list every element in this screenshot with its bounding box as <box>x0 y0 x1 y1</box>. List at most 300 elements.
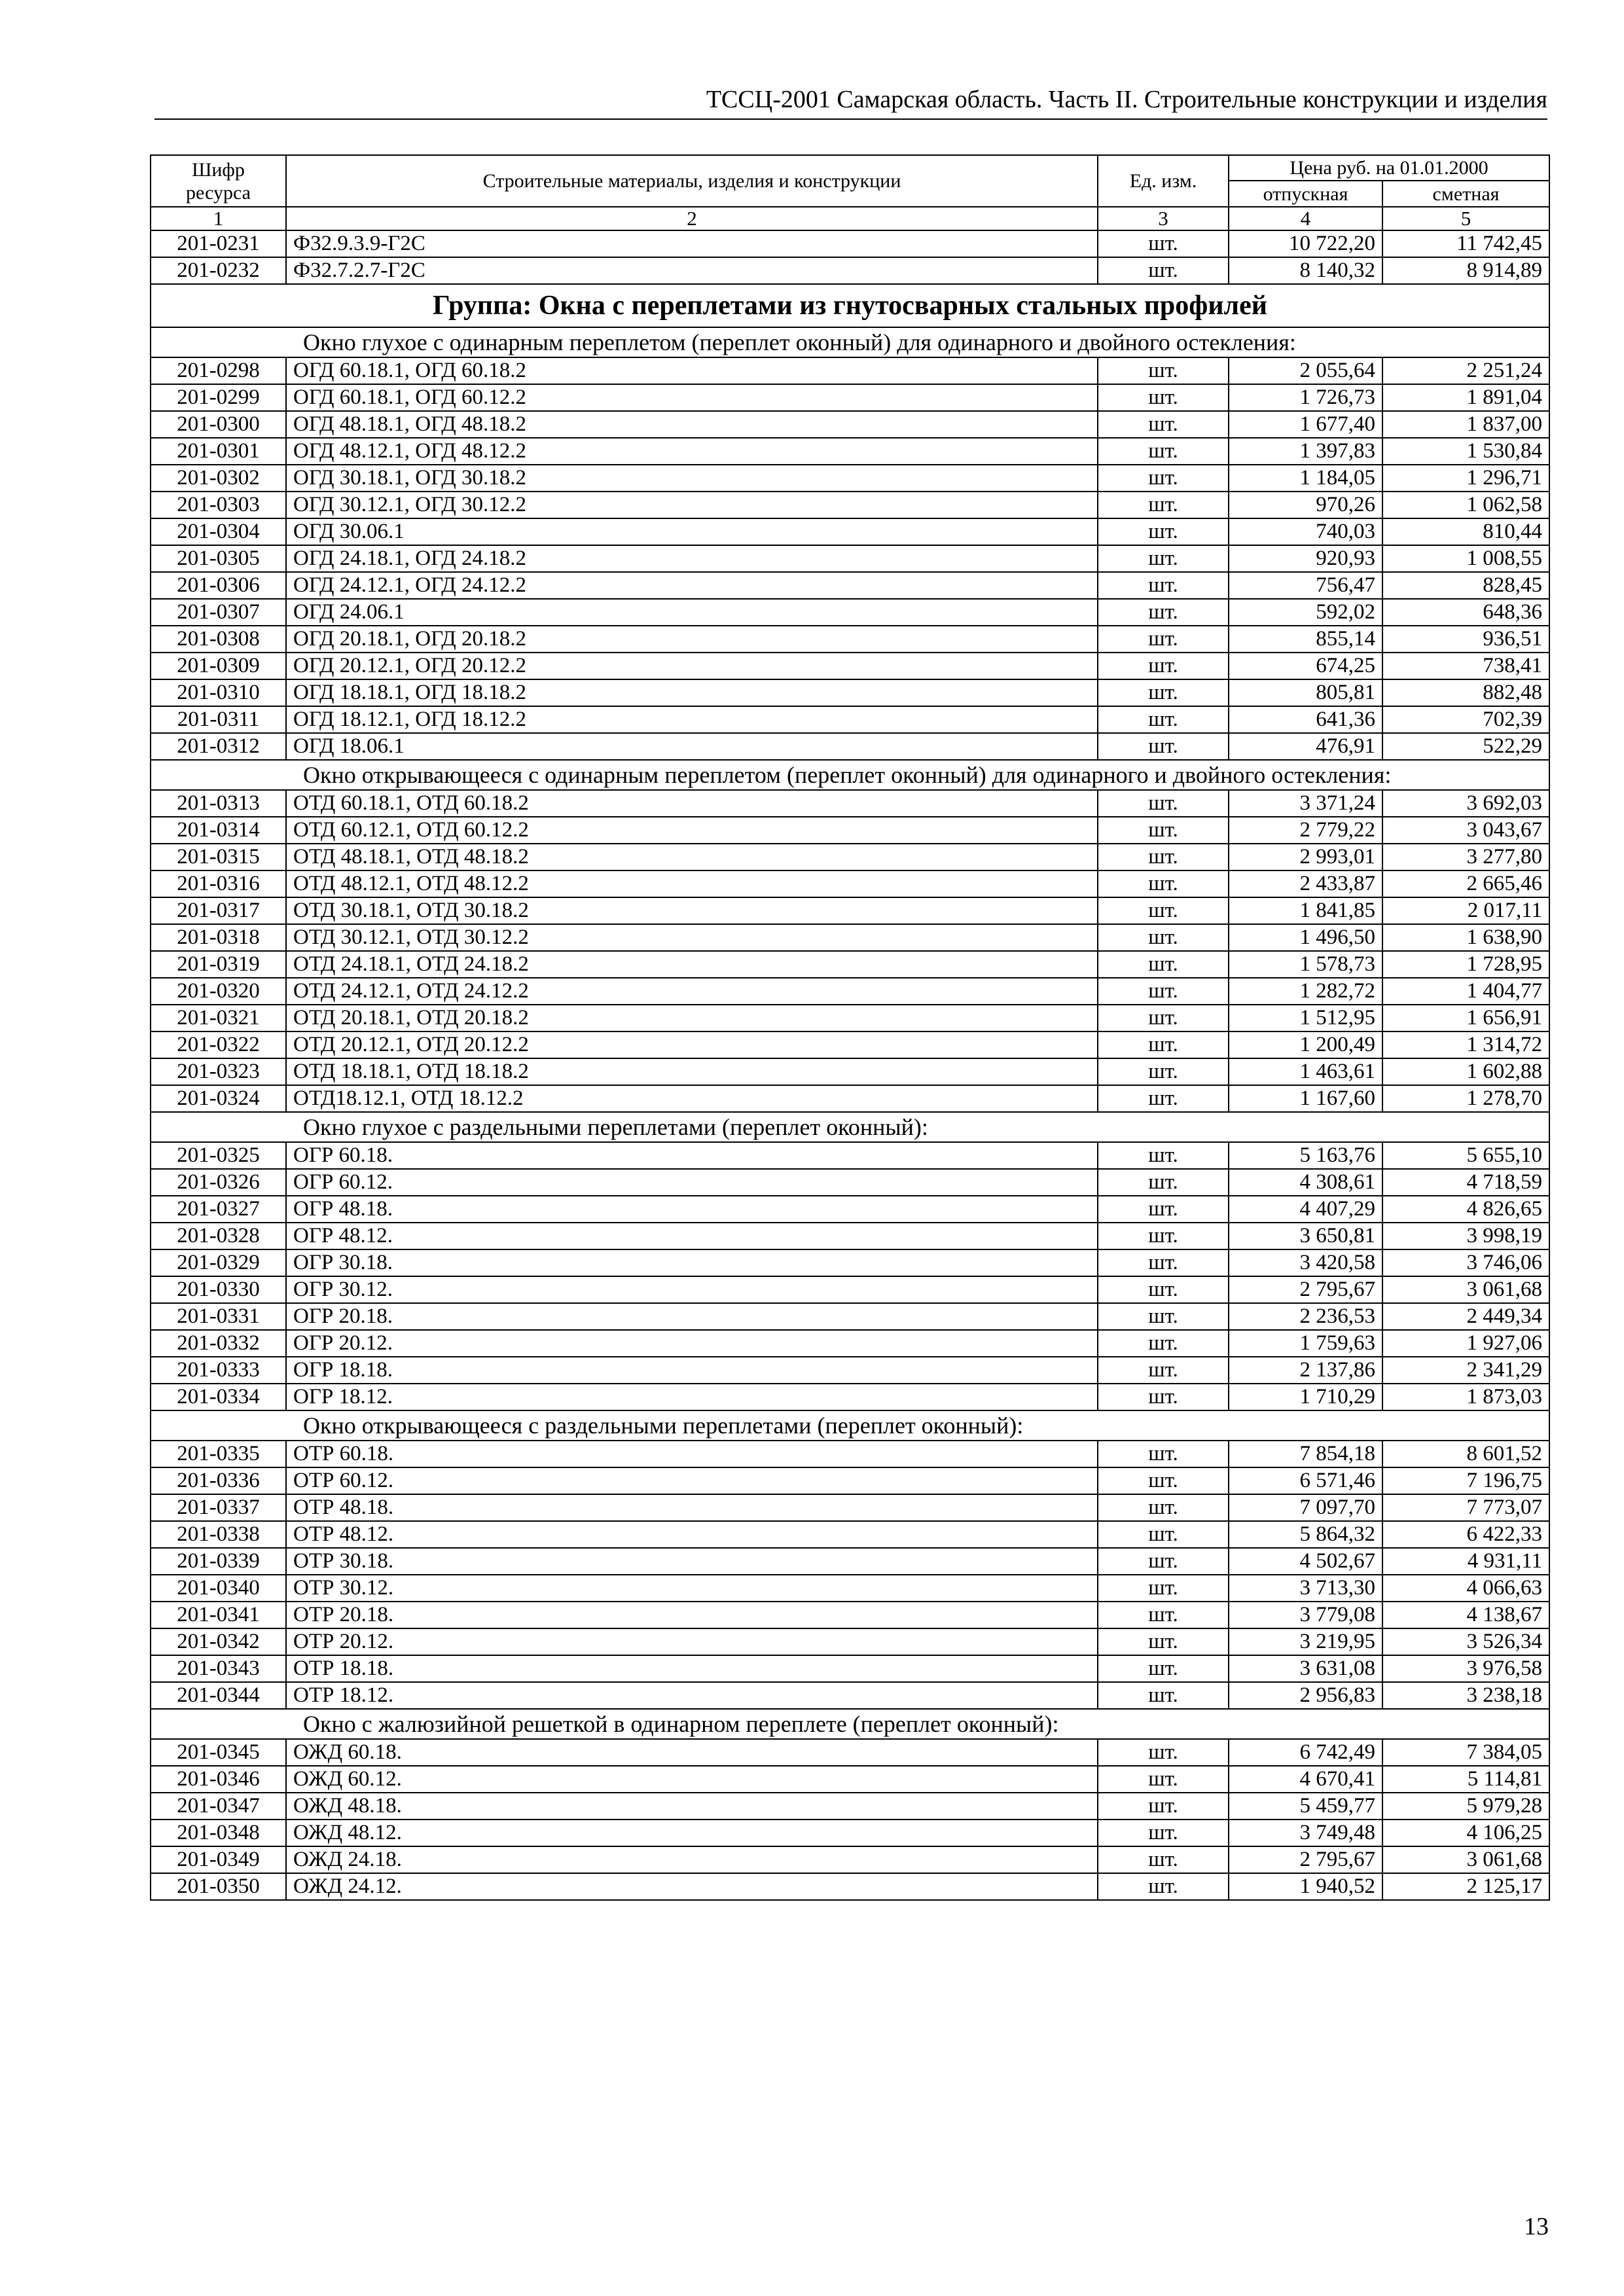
unit: шт. <box>1098 1467 1229 1494</box>
item-name: ОТД 18.18.1, ОТД 18.18.2 <box>286 1058 1098 1085</box>
release-price: 1 397,83 <box>1229 438 1382 465</box>
unit: шт. <box>1098 357 1229 384</box>
table-row <box>151 817 1549 844</box>
unit: шт. <box>1098 1005 1229 1031</box>
unit: шт. <box>1098 518 1229 545</box>
estimate-price: 8 601,52 <box>1382 1441 1549 1467</box>
table-row <box>151 1005 1549 1031</box>
estimate-price: 1 062,58 <box>1382 492 1549 518</box>
item-name: ОТД 30.12.1, ОТД 30.12.2 <box>286 924 1098 951</box>
table-row <box>151 1655 1549 1682</box>
release-price: 2 795,67 <box>1229 1846 1382 1873</box>
item-name: Ф32.7.2.7-Г2С <box>286 257 1098 284</box>
unit: шт. <box>1098 978 1229 1005</box>
table-row <box>151 1303 1549 1330</box>
table-row <box>151 870 1549 897</box>
estimate-price: 4 718,59 <box>1382 1169 1549 1196</box>
col-header-estimate-price: сметная <box>1382 181 1549 207</box>
resource-code: 201-0304 <box>151 518 286 545</box>
resource-code: 201-0337 <box>151 1494 286 1521</box>
estimate-price: 4 138,67 <box>1382 1602 1549 1628</box>
item-name: ОЖД 60.18. <box>286 1739 1098 1766</box>
item-name: ОГД 24.12.1, ОГД 24.12.2 <box>286 572 1098 599</box>
resource-code: 201-0344 <box>151 1682 286 1709</box>
estimate-price: 648,36 <box>1382 599 1549 626</box>
release-price: 2 055,64 <box>1229 357 1382 384</box>
unit: шт. <box>1098 411 1229 438</box>
col-number: 3 <box>1098 207 1229 230</box>
unit: шт. <box>1098 1303 1229 1330</box>
resource-code: 201-0348 <box>151 1820 286 1846</box>
release-price: 1 282,72 <box>1229 978 1382 1005</box>
resource-code: 201-0335 <box>151 1441 286 1467</box>
estimate-price: 7 196,75 <box>1382 1467 1549 1494</box>
resource-code: 201-0307 <box>151 599 286 626</box>
release-price: 1 496,50 <box>1229 924 1382 951</box>
unit: шт. <box>1098 1793 1229 1820</box>
group-title-row <box>151 284 1549 327</box>
resource-code: 201-0321 <box>151 1005 286 1031</box>
estimate-price: 1 314,72 <box>1382 1031 1549 1058</box>
item-name: ОГД 30.18.1, ОГД 30.18.2 <box>286 465 1098 492</box>
release-price: 1 940,52 <box>1229 1873 1382 1900</box>
estimate-price: 6 422,33 <box>1382 1521 1549 1548</box>
estimate-price: 3 043,67 <box>1382 817 1549 844</box>
item-name: ОГР 48.12. <box>286 1223 1098 1249</box>
table-row <box>151 1820 1549 1846</box>
unit: шт. <box>1098 844 1229 870</box>
release-price: 920,93 <box>1229 545 1382 572</box>
estimate-price: 3 061,68 <box>1382 1846 1549 1873</box>
unit: шт. <box>1098 572 1229 599</box>
unit: шт. <box>1098 1548 1229 1575</box>
resource-code: 201-0328 <box>151 1223 286 1249</box>
release-price: 5 163,76 <box>1229 1142 1382 1169</box>
item-name: ОЖД 24.18. <box>286 1846 1098 1873</box>
resource-code: 201-0306 <box>151 572 286 599</box>
estimate-price: 936,51 <box>1382 626 1549 653</box>
resource-code: 201-0331 <box>151 1303 286 1330</box>
table-row <box>151 492 1549 518</box>
release-price: 3 631,08 <box>1229 1655 1382 1682</box>
item-name: Ф32.9.3.9-Г2С <box>286 230 1098 257</box>
item-name: ОТД18.12.1, ОТД 18.12.2 <box>286 1085 1098 1112</box>
resource-code: 201-0300 <box>151 411 286 438</box>
release-price: 2 993,01 <box>1229 844 1382 870</box>
resource-code: 201-0305 <box>151 545 286 572</box>
release-price: 1 841,85 <box>1229 897 1382 924</box>
resource-code: 201-0318 <box>151 924 286 951</box>
table-row <box>151 951 1549 978</box>
resource-code: 201-0317 <box>151 897 286 924</box>
release-price: 1 726,73 <box>1229 384 1382 411</box>
estimate-price: 1 530,84 <box>1382 438 1549 465</box>
table-row <box>151 978 1549 1005</box>
unit: шт. <box>1098 1682 1229 1709</box>
estimate-price: 4 931,11 <box>1382 1548 1549 1575</box>
unit: шт. <box>1098 653 1229 679</box>
resource-code: 201-0308 <box>151 626 286 653</box>
table-row <box>151 924 1549 951</box>
release-price: 1 184,05 <box>1229 465 1382 492</box>
col-header-release-price: отпускная <box>1229 181 1382 207</box>
unit: шт. <box>1098 1766 1229 1793</box>
estimate-price: 3 692,03 <box>1382 790 1549 817</box>
release-price: 1 677,40 <box>1229 411 1382 438</box>
col-header-price: Цена руб. на 01.01.2000 <box>1229 155 1549 181</box>
section-title: Окно с жалюзийной решеткой в одинарном переплете (переплет оконный): <box>151 1709 1549 1739</box>
group-title: Группа: Окна с переплетами из гнутосварных стальных профилей <box>151 284 1549 327</box>
unit: шт. <box>1098 1223 1229 1249</box>
item-name: ОТД 20.18.1, ОТД 20.18.2 <box>286 1005 1098 1031</box>
item-name: ОТД 20.12.1, ОТД 20.12.2 <box>286 1031 1098 1058</box>
estimate-price: 1 873,03 <box>1382 1384 1549 1410</box>
release-price: 2 433,87 <box>1229 870 1382 897</box>
release-price: 3 371,24 <box>1229 790 1382 817</box>
item-name: ОТР 30.12. <box>286 1575 1098 1602</box>
unit: шт. <box>1098 870 1229 897</box>
col-header-name: Строительные материалы, изделия и конструкции <box>286 155 1098 207</box>
table-row <box>151 1196 1549 1223</box>
release-price: 3 219,95 <box>1229 1628 1382 1655</box>
unit: шт. <box>1098 230 1229 257</box>
table-row <box>151 1276 1549 1303</box>
table-row <box>151 357 1549 384</box>
table-row <box>151 1058 1549 1085</box>
table-row <box>151 1142 1549 1169</box>
item-name: ОГР 30.18. <box>286 1249 1098 1276</box>
unit: шт. <box>1098 951 1229 978</box>
unit: шт. <box>1098 733 1229 760</box>
item-name: ОГД 20.18.1, ОГД 20.18.2 <box>286 626 1098 653</box>
resource-code: 201-0298 <box>151 357 286 384</box>
release-price: 2 137,86 <box>1229 1357 1382 1384</box>
table-row <box>151 438 1549 465</box>
table-row <box>151 1169 1549 1196</box>
estimate-price: 7 773,07 <box>1382 1494 1549 1521</box>
release-price: 740,03 <box>1229 518 1382 545</box>
table-row <box>151 465 1549 492</box>
item-name: ОТР 30.18. <box>286 1548 1098 1575</box>
unit: шт. <box>1098 438 1229 465</box>
item-name: ОТД 60.18.1, ОТД 60.18.2 <box>286 790 1098 817</box>
item-name: ОТР 48.12. <box>286 1521 1098 1548</box>
estimate-price: 5 655,10 <box>1382 1142 1549 1169</box>
page-number: 13 <box>1524 2213 1549 2240</box>
section-title: Окно глухое с одинарным переплетом (переплет оконный) для одинарного и двойного остекления: <box>151 327 1549 357</box>
table-row <box>151 1467 1549 1494</box>
section-title-row <box>151 327 1549 357</box>
estimate-price: 1 638,90 <box>1382 924 1549 951</box>
resource-code: 201-0303 <box>151 492 286 518</box>
resource-code: 201-0350 <box>151 1873 286 1900</box>
estimate-price: 3 277,80 <box>1382 844 1549 870</box>
unit: шт. <box>1098 465 1229 492</box>
resource-code: 201-0301 <box>151 438 286 465</box>
item-name: ОТР 20.18. <box>286 1602 1098 1628</box>
resource-code: 201-0322 <box>151 1031 286 1058</box>
table-row <box>151 1085 1549 1112</box>
release-price: 1 463,61 <box>1229 1058 1382 1085</box>
item-name: ОГР 20.12. <box>286 1330 1098 1357</box>
release-price: 4 407,29 <box>1229 1196 1382 1223</box>
resource-code: 201-0320 <box>151 978 286 1005</box>
item-name: ОГД 18.12.1, ОГД 18.12.2 <box>286 706 1098 733</box>
release-price: 3 713,30 <box>1229 1575 1382 1602</box>
estimate-price: 4 106,25 <box>1382 1820 1549 1846</box>
estimate-price: 4 066,63 <box>1382 1575 1549 1602</box>
table-row <box>151 1873 1549 1900</box>
item-name: ОГД 20.12.1, ОГД 20.12.2 <box>286 653 1098 679</box>
running-header: ТССЦ-2001 Самарская область. Часть II. Строительные конструкции и изделия <box>706 86 1547 113</box>
resource-code: 201-0232 <box>151 257 286 284</box>
item-name: ОТР 18.18. <box>286 1655 1098 1682</box>
unit: шт. <box>1098 1169 1229 1196</box>
section-title-row <box>151 1410 1549 1441</box>
estimate-price: 882,48 <box>1382 679 1549 706</box>
table-row <box>151 1766 1549 1793</box>
resource-code: 201-0336 <box>151 1467 286 1494</box>
release-price: 2 236,53 <box>1229 1303 1382 1330</box>
unit: шт. <box>1098 1196 1229 1223</box>
estimate-price: 1 404,77 <box>1382 978 1549 1005</box>
table-row <box>151 1357 1549 1384</box>
col-number: 5 <box>1382 207 1549 230</box>
resource-code: 201-0323 <box>151 1058 286 1085</box>
estimate-price: 3 998,19 <box>1382 1223 1549 1249</box>
table-row <box>151 411 1549 438</box>
unit: шт. <box>1098 1575 1229 1602</box>
unit: шт. <box>1098 1521 1229 1548</box>
item-name: ОГД 48.12.1, ОГД 48.12.2 <box>286 438 1098 465</box>
unit: шт. <box>1098 1655 1229 1682</box>
release-price: 6 742,49 <box>1229 1739 1382 1766</box>
resource-code: 201-0302 <box>151 465 286 492</box>
item-name: ОГД 48.18.1, ОГД 48.18.2 <box>286 411 1098 438</box>
table-body <box>151 230 1549 1900</box>
item-name: ОТД 30.18.1, ОТД 30.18.2 <box>286 897 1098 924</box>
unit: шт. <box>1098 706 1229 733</box>
resource-code: 201-0299 <box>151 384 286 411</box>
estimate-price: 3 976,58 <box>1382 1655 1549 1682</box>
section-title-row <box>151 1709 1549 1739</box>
item-name: ОЖД 48.12. <box>286 1820 1098 1846</box>
estimate-price: 5 979,28 <box>1382 1793 1549 1820</box>
col-number: 2 <box>286 207 1098 230</box>
estimate-price: 738,41 <box>1382 653 1549 679</box>
item-name: ОТД 24.18.1, ОТД 24.18.2 <box>286 951 1098 978</box>
col-header-code: Шифр ресурса <box>151 155 286 207</box>
release-price: 641,36 <box>1229 706 1382 733</box>
release-price: 6 571,46 <box>1229 1467 1382 1494</box>
release-price: 1 167,60 <box>1229 1085 1382 1112</box>
estimate-price: 8 914,89 <box>1382 257 1549 284</box>
release-price: 4 670,41 <box>1229 1766 1382 1793</box>
release-price: 1 759,63 <box>1229 1330 1382 1357</box>
estimate-price: 1 602,88 <box>1382 1058 1549 1085</box>
unit: шт. <box>1098 626 1229 653</box>
release-price: 805,81 <box>1229 679 1382 706</box>
unit: шт. <box>1098 1357 1229 1384</box>
resource-code: 201-0315 <box>151 844 286 870</box>
unit: шт. <box>1098 1494 1229 1521</box>
section-title-row <box>151 1112 1549 1142</box>
table-row <box>151 1031 1549 1058</box>
unit: шт. <box>1098 924 1229 951</box>
release-price: 592,02 <box>1229 599 1382 626</box>
resource-code: 201-0345 <box>151 1739 286 1766</box>
table-row <box>151 384 1549 411</box>
table-row <box>151 1682 1549 1709</box>
unit: шт. <box>1098 1276 1229 1303</box>
estimate-price: 1 008,55 <box>1382 545 1549 572</box>
item-name: ОГР 60.18. <box>286 1142 1098 1169</box>
release-price: 3 420,58 <box>1229 1249 1382 1276</box>
resource-code: 201-0334 <box>151 1384 286 1410</box>
resource-code: 201-0332 <box>151 1330 286 1357</box>
table-row <box>151 653 1549 679</box>
resource-code: 201-0312 <box>151 733 286 760</box>
item-name: ОТР 60.12. <box>286 1467 1098 1494</box>
col-number: 4 <box>1229 207 1382 230</box>
unit: шт. <box>1098 679 1229 706</box>
item-name: ОТР 20.12. <box>286 1628 1098 1655</box>
release-price: 7 854,18 <box>1229 1441 1382 1467</box>
table-row <box>151 1521 1549 1548</box>
unit: шт. <box>1098 1739 1229 1766</box>
table-row <box>151 1846 1549 1873</box>
table-row <box>151 599 1549 626</box>
table-row <box>151 1628 1549 1655</box>
release-price: 10 722,20 <box>1229 230 1382 257</box>
table-row <box>151 679 1549 706</box>
estimate-price: 2 017,11 <box>1382 897 1549 924</box>
table-row <box>151 897 1549 924</box>
estimate-price: 3 746,06 <box>1382 1249 1549 1276</box>
unit: шт. <box>1098 1602 1229 1628</box>
resource-code: 201-0231 <box>151 230 286 257</box>
item-name: ОГР 30.12. <box>286 1276 1098 1303</box>
unit: шт. <box>1098 545 1229 572</box>
estimate-price: 11 742,45 <box>1382 230 1549 257</box>
estimate-price: 2 125,17 <box>1382 1873 1549 1900</box>
table-head <box>151 155 1549 230</box>
estimate-price: 3 526,34 <box>1382 1628 1549 1655</box>
section-title: Окно открывающееся с раздельными переплетами (переплет оконный): <box>151 1410 1549 1441</box>
release-price: 2 795,67 <box>1229 1276 1382 1303</box>
release-price: 2 779,22 <box>1229 817 1382 844</box>
item-name: ОГР 20.18. <box>286 1303 1098 1330</box>
table-row <box>151 626 1549 653</box>
table-row <box>151 1441 1549 1467</box>
table-row <box>151 257 1549 284</box>
unit: шт. <box>1098 897 1229 924</box>
item-name: ОГР 60.12. <box>286 1169 1098 1196</box>
estimate-price: 4 826,65 <box>1382 1196 1549 1223</box>
release-price: 3 749,48 <box>1229 1820 1382 1846</box>
unit: шт. <box>1098 1820 1229 1846</box>
unit: шт. <box>1098 1058 1229 1085</box>
table-row <box>151 1602 1549 1628</box>
unit: шт. <box>1098 1873 1229 1900</box>
table-row <box>151 1548 1549 1575</box>
table-row <box>151 1739 1549 1766</box>
resource-code: 201-0311 <box>151 706 286 733</box>
table-row <box>151 844 1549 870</box>
section-title-row <box>151 760 1549 790</box>
resource-code: 201-0342 <box>151 1628 286 1655</box>
estimate-price: 1 927,06 <box>1382 1330 1549 1357</box>
estimate-price: 2 449,34 <box>1382 1303 1549 1330</box>
resource-code: 201-0319 <box>151 951 286 978</box>
estimate-price: 522,29 <box>1382 733 1549 760</box>
estimate-price: 2 341,29 <box>1382 1357 1549 1384</box>
item-name: ОЖД 60.12. <box>286 1766 1098 1793</box>
unit: шт. <box>1098 1846 1229 1873</box>
estimate-price: 7 384,05 <box>1382 1739 1549 1766</box>
resource-code: 201-0329 <box>151 1249 286 1276</box>
estimate-price: 2 665,46 <box>1382 870 1549 897</box>
unit: шт. <box>1098 1628 1229 1655</box>
table-row <box>151 1494 1549 1521</box>
col-number: 1 <box>151 207 286 230</box>
estimate-price: 1 296,71 <box>1382 465 1549 492</box>
table-row <box>151 572 1549 599</box>
resource-code: 201-0333 <box>151 1357 286 1384</box>
estimate-price: 1 728,95 <box>1382 951 1549 978</box>
unit: шт. <box>1098 1384 1229 1410</box>
release-price: 7 097,70 <box>1229 1494 1382 1521</box>
release-price: 1 200,49 <box>1229 1031 1382 1058</box>
resource-code: 201-0343 <box>151 1655 286 1682</box>
estimate-price: 810,44 <box>1382 518 1549 545</box>
item-name: ОГР 48.18. <box>286 1196 1098 1223</box>
unit: шт. <box>1098 257 1229 284</box>
table-row <box>151 1223 1549 1249</box>
item-name: ОТД 48.18.1, ОТД 48.18.2 <box>286 844 1098 870</box>
resource-code: 201-0349 <box>151 1846 286 1873</box>
item-name: ОТД 24.12.1, ОТД 24.12.2 <box>286 978 1098 1005</box>
estimate-price: 1 837,00 <box>1382 411 1549 438</box>
col-header-unit: Ед. изм. <box>1098 155 1229 207</box>
item-name: ОЖД 48.18. <box>286 1793 1098 1820</box>
resource-code: 201-0327 <box>151 1196 286 1223</box>
estimate-price: 5 114,81 <box>1382 1766 1549 1793</box>
unit: шт. <box>1098 1085 1229 1112</box>
item-name: ОТД 48.12.1, ОТД 48.12.2 <box>286 870 1098 897</box>
resource-code: 201-0340 <box>151 1575 286 1602</box>
release-price: 1 512,95 <box>1229 1005 1382 1031</box>
release-price: 3 779,08 <box>1229 1602 1382 1628</box>
table-row <box>151 1384 1549 1410</box>
item-name: ОГД 30.12.1, ОГД 30.12.2 <box>286 492 1098 518</box>
resource-code: 201-0347 <box>151 1793 286 1820</box>
section-title: Окно глухое с раздельными переплетами (переплет оконный): <box>151 1112 1549 1142</box>
table-row <box>151 1793 1549 1820</box>
release-price: 1 710,29 <box>1229 1384 1382 1410</box>
release-price: 5 459,77 <box>1229 1793 1382 1820</box>
item-name: ОГР 18.12. <box>286 1384 1098 1410</box>
release-price: 2 956,83 <box>1229 1682 1382 1709</box>
release-price: 8 140,32 <box>1229 257 1382 284</box>
table-row <box>151 733 1549 760</box>
table-row <box>151 790 1549 817</box>
resource-code: 201-0313 <box>151 790 286 817</box>
item-name: ОТР 60.18. <box>286 1441 1098 1467</box>
resource-code: 201-0346 <box>151 1766 286 1793</box>
table-row <box>151 1575 1549 1602</box>
table-row <box>151 1330 1549 1357</box>
